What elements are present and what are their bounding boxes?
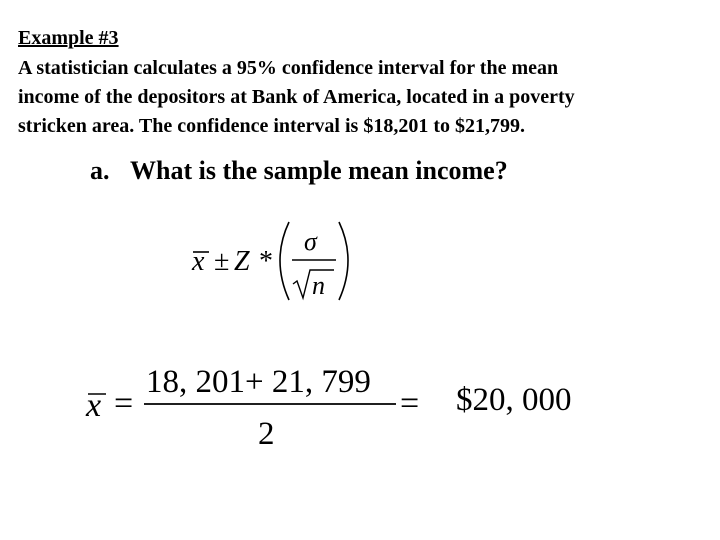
question-text: What is the sample mean income? bbox=[130, 156, 508, 185]
problem-statement bbox=[18, 54, 708, 141]
ci-star: * bbox=[259, 246, 273, 277]
sample-mean-formula bbox=[84, 358, 604, 454]
ci-sigma: σ bbox=[304, 227, 317, 256]
confidence-interval-formula bbox=[186, 218, 356, 304]
problem-line-3: stricken area. The confidence interval is $18,201 to $21,799. bbox=[18, 115, 525, 137]
question-letter: a. bbox=[90, 156, 110, 185]
ci-plus-minus: ± bbox=[214, 246, 230, 277]
question-a bbox=[90, 156, 508, 186]
mean-equals-2: = bbox=[400, 385, 420, 422]
right-paren bbox=[339, 222, 348, 300]
problem-line-2: income of the depositors at Bank of America, located in a poverty bbox=[18, 86, 575, 108]
ci-n: n bbox=[312, 271, 325, 300]
mean-result: $20, 000 bbox=[456, 382, 572, 418]
mean-denominator: 2 bbox=[258, 416, 275, 452]
ci-z: Z bbox=[234, 246, 250, 277]
mean-xbar: x bbox=[86, 387, 102, 424]
example-heading: Example #3 bbox=[18, 27, 119, 49]
ci-xbar: x bbox=[192, 246, 205, 277]
problem-line-1: A statistician calculates a 95% confidence interval for the mean bbox=[18, 57, 559, 79]
left-paren bbox=[280, 222, 289, 300]
mean-numerator: 18, 201+ 21, 799 bbox=[146, 364, 371, 400]
mean-equals-1: = bbox=[114, 385, 134, 422]
